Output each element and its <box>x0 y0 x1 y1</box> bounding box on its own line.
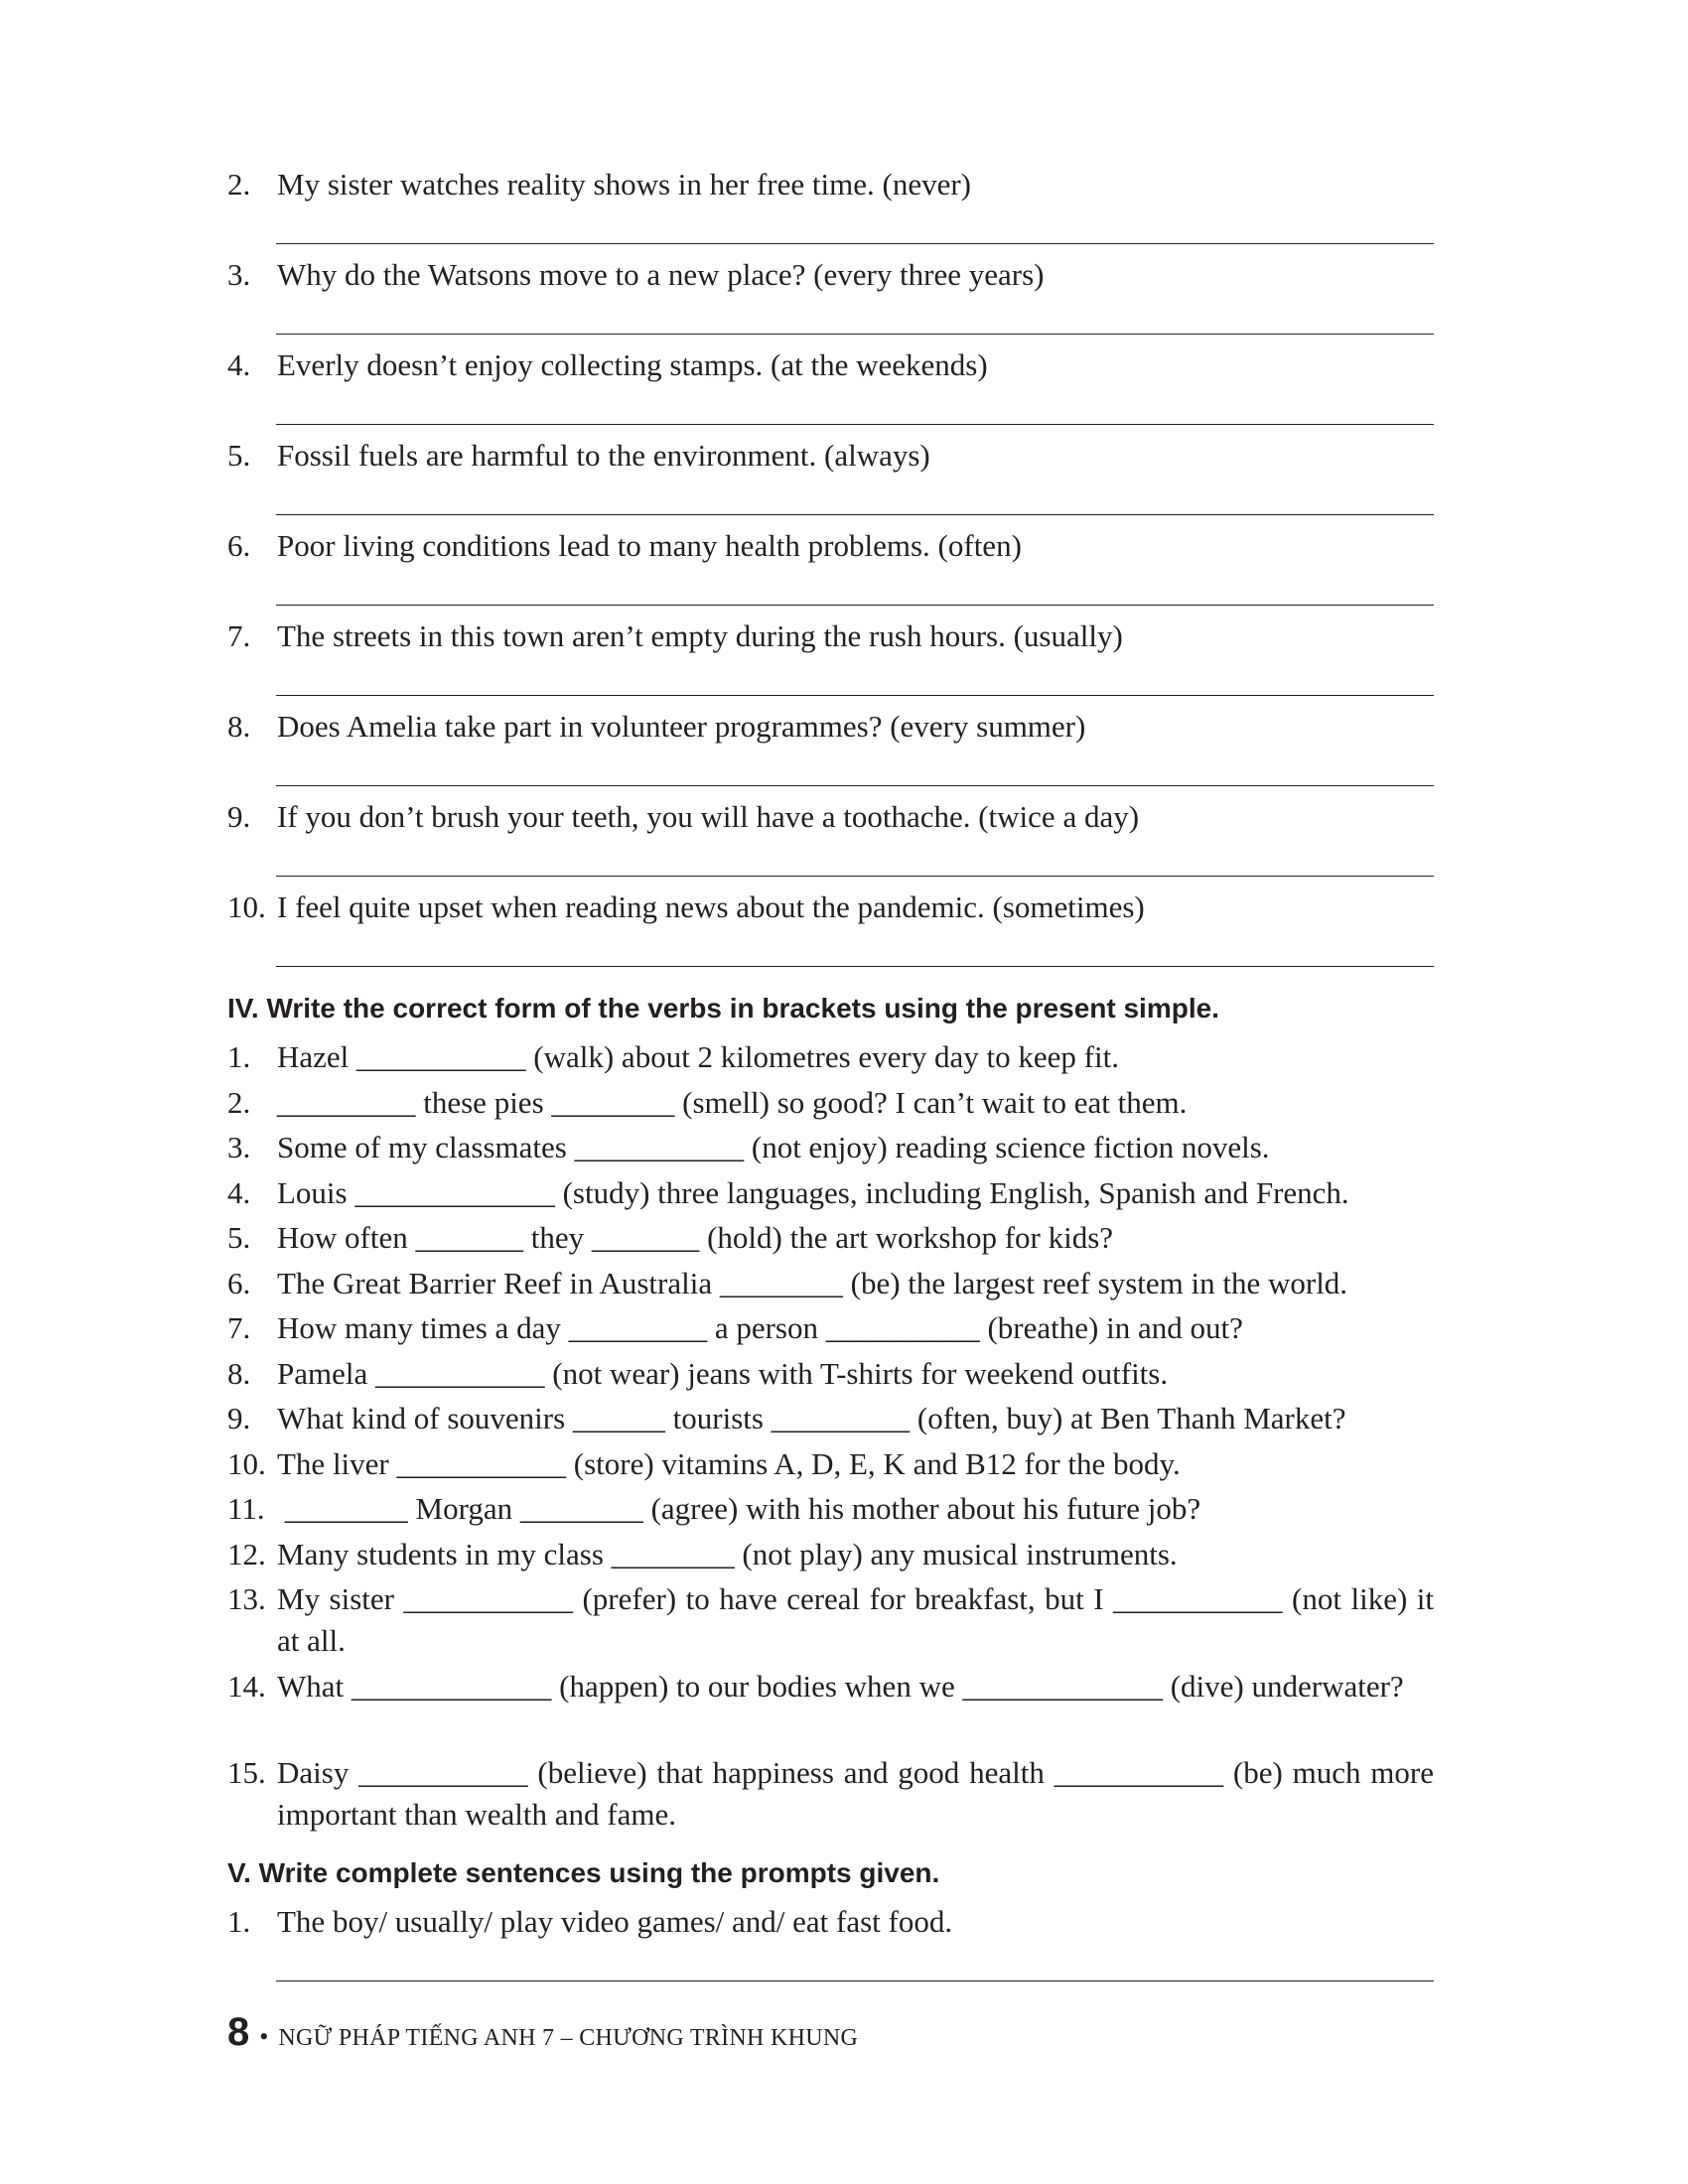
item-number: 2. <box>227 167 251 202</box>
answer-line[interactable] <box>276 1980 1434 1981</box>
item-text: My sister watches reality shows in her free time. (never) <box>277 167 971 202</box>
item-text: Many students in my class ________ (not play) any musical instruments. <box>277 1537 1178 1571</box>
item-text: The liver ___________ (store) vitamins A, D, E, K and B12 for the body. <box>277 1446 1181 1481</box>
section-v-heading: V. Write complete sentences using the prompts given. <box>227 1857 940 1888</box>
item-text: _________ these pies ________ (smell) so good? I can’t wait to eat them. <box>277 1085 1188 1120</box>
item-number: 13. <box>227 1581 266 1616</box>
item-text: Why do the Watsons move to a new place? (every three years) <box>277 257 1045 292</box>
item-text: How many times a day _________ a person __________ (breathe) in and out? <box>277 1310 1243 1345</box>
item-text: If you don’t brush your teeth, you will have a toothache. (twice a day) <box>277 799 1140 834</box>
answer-line[interactable] <box>276 514 1434 515</box>
answer-line[interactable] <box>276 695 1434 696</box>
item-number: 7. <box>227 618 251 653</box>
item-text: Fossil fuels are harmful to the environment. (always) <box>277 438 930 473</box>
item-number: 15. <box>227 1755 266 1790</box>
answer-line[interactable] <box>276 785 1434 786</box>
item-number: 10. <box>227 1446 266 1481</box>
item-text: Does Amelia take part in volunteer programmes? (every summer) <box>277 709 1086 744</box>
item-number: 7. <box>227 1310 251 1345</box>
item-number: 3. <box>227 257 251 292</box>
item-text: Louis _____________ (study) three languages, including English, Spanish and French. <box>277 1175 1349 1210</box>
item-number: 8. <box>227 709 251 744</box>
item-number: 11. <box>227 1491 265 1526</box>
item-number: 9. <box>227 799 251 834</box>
footer-bullet: • <box>259 2022 269 2051</box>
answer-line[interactable] <box>276 876 1434 877</box>
item-text: Pamela ___________ (not wear) jeans with T-shirts for weekend outfits. <box>277 1356 1169 1391</box>
answer-line[interactable] <box>276 966 1434 967</box>
item-number: 6. <box>227 528 251 563</box>
item-number: 3. <box>227 1130 251 1164</box>
item-number: 10. <box>227 889 266 924</box>
answer-line[interactable] <box>276 605 1434 606</box>
item-number: 1. <box>227 1039 251 1074</box>
section-iv-heading: IV. Write the correct form of the verbs in brackets using the present simple. <box>227 993 1219 1024</box>
page-number: 8 <box>227 2010 250 2054</box>
item-number: 6. <box>227 1266 251 1300</box>
item-text: Everly doesn’t enjoy collecting stamps. (at the weekends) <box>277 347 988 382</box>
item-text: Poor living conditions lead to many health problems. (often) <box>277 528 1022 563</box>
item-number: 5. <box>227 1220 251 1255</box>
item-text: What _____________ (happen) to our bodies when we _____________ (dive) underwater? <box>277 1669 1404 1704</box>
answer-line[interactable] <box>276 243 1434 244</box>
item-text: The boy/ usually/ play video games/ and/ eat fast food. <box>277 1904 953 1939</box>
item-text: ________ Morgan ________ (agree) with his mother about his future job? <box>277 1491 1201 1526</box>
page-footer <box>227 2010 858 2055</box>
item-text: I feel quite upset when reading news about the pandemic. (sometimes) <box>277 889 1145 924</box>
item-text: The Great Barrier Reef in Australia ________ (be) the largest reef system in the world. <box>277 1266 1348 1300</box>
item-number: 4. <box>227 1175 251 1210</box>
item-number: 4. <box>227 347 251 382</box>
book-title: NGỮ PHÁP TIẾNG ANH 7 – CHƯƠNG TRÌNH KHUNG <box>278 2025 859 2051</box>
item-number: 8. <box>227 1356 251 1391</box>
item-number: 2. <box>227 1085 251 1120</box>
answer-line[interactable] <box>276 334 1434 335</box>
item-text: Some of my classmates ___________ (not enjoy) reading science fiction novels. <box>277 1130 1270 1164</box>
item-number: 9. <box>227 1401 251 1435</box>
item-text: My sister ___________ (prefer) to have cereal for breakfast, but I ___________ (not like) it at all. <box>277 1581 1434 1658</box>
item-number: 14. <box>227 1669 266 1704</box>
item-number: 5. <box>227 438 251 473</box>
item-text: How often _______ they _______ (hold) the art workshop for kids? <box>277 1220 1114 1255</box>
item-text: What kind of souvenirs ______ tourists _________ (often, buy) at Ben Thanh Market? <box>277 1401 1346 1435</box>
answer-line[interactable] <box>276 424 1434 425</box>
item-number: 1. <box>227 1904 251 1939</box>
item-number: 12. <box>227 1537 266 1571</box>
item-text: Hazel ___________ (walk) about 2 kilometres every day to keep fit. <box>277 1039 1119 1074</box>
item-text: The streets in this town aren’t empty during the rush hours. (usually) <box>277 618 1123 653</box>
item-text: Daisy ___________ (believe) that happiness and good health ___________ (be) much more important than wealth and fame. <box>277 1755 1434 1832</box>
